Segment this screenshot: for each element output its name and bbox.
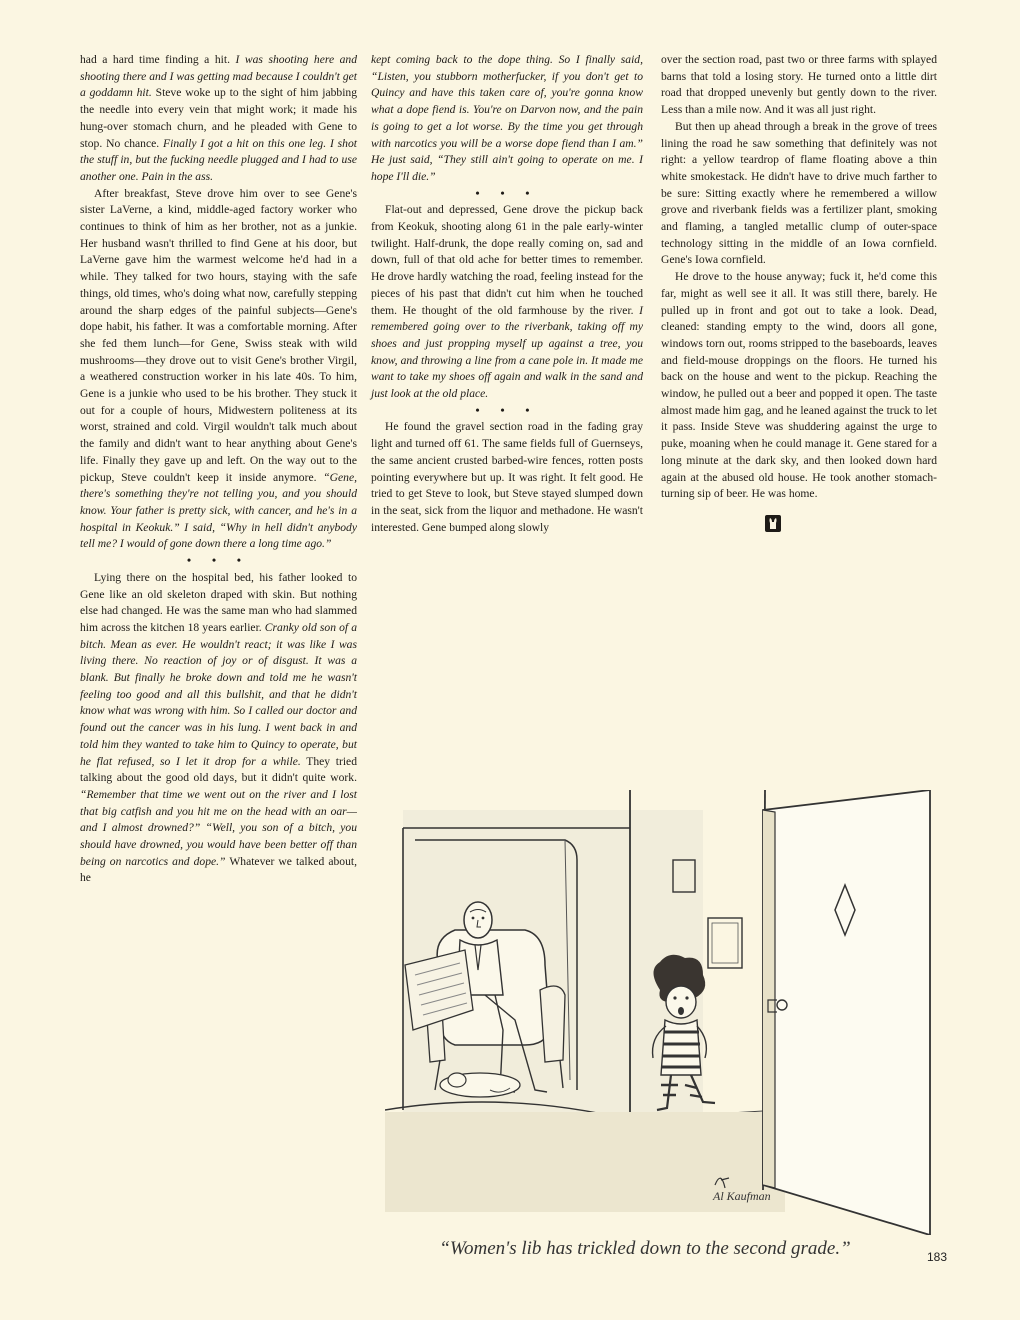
paragraph [661, 269, 937, 503]
text-run: Lying there on the hospital bed, his father looked to Gene like an old skeleton draped with skin. But nothing else had changed. He was the same man who had slammed him across the kitchen 18 years earlier. [80, 570, 357, 634]
text-run: He drove to the house anyway; fuck it, he'd come this far, might as well see it all. It was still there, barely. He pulled up in front and got out to take a look. Dead, cleaned: standing empty to the wind, doors all gone, windows torn out, rooms stripped to the baseboards, leaves and field-mouse droppings on the floors. He turned his back on the house and went to the pickup. Reaching the window, he pulled out a beer and popped it open. The taste almost made him gag, and he leaned against the truck to let it pass. Inside Steve was shuddering against the urge to puke, moaning when he could manage it. Gene stared for a long minute at the dark sky, and then looked down hard again at the abused old house. He took another stomach-turning sip of beer. He was home. [661, 270, 937, 501]
text-run: Flat-out and depressed, Gene drove the pickup back from Keokuk, shooting along 61 in the pale early-winter twilight. Half-drunk, the dope really coming on, sad and down, full of that old ache for better times to remember. He drove hardly watching the road, feeling instead for the pieces of his past that didn't cut him when he touched them. He thought of the old farmhouse by the river. [371, 203, 643, 317]
text-run: He found the gravel section road in the fading gray light and turned off 61. The same fields full of Guernseys, the same ancient crusted barbed-wire fences, rotten posts pointing everywhere but up. It was right. It felt good. He tried to get Steve to look, but Steve stayed slumped down in the seat, sick from the liquor and methadone. He wasn't interested. Gene bumped along slowly [371, 420, 643, 534]
text-column-1 [80, 52, 357, 887]
italic-text-run: Cranky old son of a bitch. Mean as ever. He wouldn't react; it was like I was living there. No reaction of joy or of disgust. It was a blank. But finally he broke down and told me he wasn't feeling too good and all this bullshit, and that he didn't know what was wrong with him. So I called our doctor and found out the cancer was in his lung. I went back in and told him they wanted to take him to Quincy to operate, but he flat refused, so I let it drop for a while. [80, 620, 357, 768]
cartoonist-signature: Al Kaufman [713, 1189, 771, 1203]
text-run: over the section road, past two or three farms with splayed barns that told a losing story. He turned onto a little dirt road that dropped unevenly but gently down to the river. Less than a mile now. And it was all just right. [661, 53, 937, 117]
cartoon-caption: “Women's lib has trickled down to the second grade.” [439, 1238, 851, 1259]
page-number: 183 [927, 1250, 948, 1264]
italic-text-run: I was shooting here and shooting there and I was getting mad because I couldn't get a goddamn hit. [80, 53, 357, 100]
bunny-end-mark-icon [765, 515, 781, 532]
text-run: Steve woke up to the sight of him jabbing the needle into every vein that might work; it made his hung-over stomach churn, and he pleaded with Gene to stop. No chance. [80, 86, 358, 150]
paragraph [661, 119, 937, 269]
paragraph [661, 52, 937, 119]
text-run: Whatever we talked about, he [80, 854, 357, 885]
italic-text-run: Finally I got a hit on this one leg. I shot the stuff in, but the fucking needle plugged and I had to use another one. Pain in the ass. [80, 136, 358, 183]
italic-text-run: “Gene, there's something they're not telling you, and you should know. Your father is pretty sick, with cancer, and he's in a hospital in Keokuk.” I said, “Why in hell didn't anybody tell me? I would of gone down there a long time ago.” [80, 470, 357, 551]
text-column-3 [661, 52, 937, 538]
paragraph [80, 570, 357, 887]
section-break: • • • [475, 186, 539, 200]
section-break: • • • [475, 403, 539, 417]
text-run: After breakfast, Steve drove him over to see Gene's sister LaVerne, a kind, middle-aged factory worker who continues to think of him as her brother, not as a junkie. Her husband wasn't thrilled to find Gene at his door, but LaVerne gave him the warmest welcome he'd had in a while. They talked for two hours, staying with the safe things, old times, who's doing what now, carefully stepping around the sharp edges of the painful subjects—Gene's dope habit, his father. It was a comfortable morning. After she fed them lunch—for Gene, Swiss steak with wild mushrooms—they drove out to visit Gene's brother Virgil, a weathered construction worker in his late 40s. To him, Gene is a junkie who used to be his brother. They stuck it out for a couple of hours, Midwestern politeness at its worst, strained and cold. Virgil wouldn't talk much about the family and didn't want to hear anything about Gene's life. Finally they gave up and left. On the way out to the pickup, Steve couldn't keep it inside anymore. [80, 186, 357, 484]
text-run: had a hard time finding a hit. [80, 53, 236, 66]
text-column-2 [371, 52, 643, 536]
paragraph [80, 186, 357, 553]
text-run: They tried talking about the good old days, but it didn't quite work. [80, 754, 357, 785]
italic-text-run: “Remember that time we went out on the river and I lost that big catfish and you hit me on the head with an oar—and I almost drowned?” “Well, you son of a bitch, you should have drowned, you would have been better off than being on narcotics and dope.” [80, 787, 357, 868]
section-break: • • • [187, 554, 250, 568]
cartoon-illustration [385, 790, 937, 1235]
paragraph [371, 419, 643, 536]
paragraph [371, 202, 643, 402]
italic-text-run: I remembered going over to the riverbank, taking off my shoes and just propping myself up against a tree, you know, and throwing a line from a cane pole in. It made me want to take my shoes off again and walk in the sand and just look at the old place. [371, 303, 643, 401]
cartoon-drawing [385, 790, 937, 1235]
italic-text-run: kept coming back to the dope thing. So I finally said, “Listen, you stubborn motherfucker, if you don't get to Quincy and have this taken care of, you're gonna know what a dope fiend is. You're on Darvon now, and the pain is going to get a lot worse. By the time you get through with narcotics you will be a worse dope fiend than I am.” He just said, “They still ain't going to operate on me. I hope I'll die.” [371, 53, 643, 183]
paragraph [371, 52, 643, 186]
text-run: But then up ahead through a break in the grove of trees lining the road he saw something that definitely was not right: a yellow teardrop of flame floating above a thin white smokestack. He didn't have to drive much farther to be sure: Sitting exactly where he remembered a willow grove and riverbank fields was a fertilizer plant, smoking and flaming, a tangled metallic clump of outer-space technology sitting in the middle of an Iowa cornfield. Gene's Iowa cornfield. [661, 119, 937, 267]
paragraph [80, 52, 357, 186]
